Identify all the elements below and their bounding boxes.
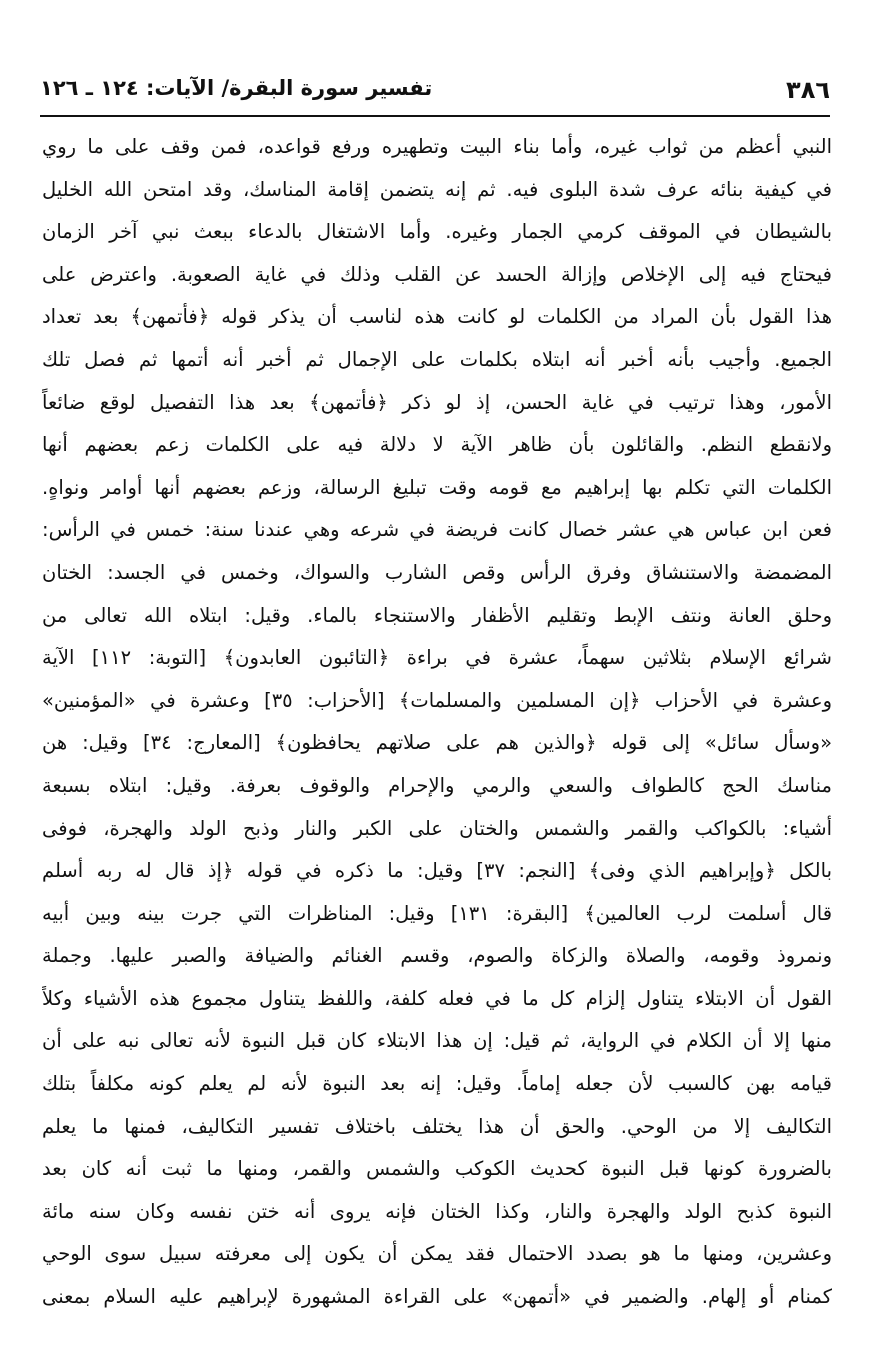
text-line: بالضرورة كونها قبل النبوة كحديث الكوكب والشمس والقمر، ومنها ما ثبت أنه كان بعد: [42, 1157, 832, 1181]
text-line: النبوة كذبح الولد والهجرة والنار، وكذا الختان فإنه يروى أنه ختن نفسه وكان سنه مائة: [42, 1199, 832, 1223]
text-line: وعشرين، ومنها ما هو بصدد الاحتمال فقد يمكن أن يكون إلى معرفته سبيل سوى الوحي: [42, 1242, 832, 1266]
header-divider: [40, 115, 830, 117]
text-line: قال أسلمت لرب العالمين﴾ [البقرة: ١٣١] وقيل: المناظرات التي جرت بينه وبين أبيه: [42, 901, 832, 925]
text-line: النبي أعظم من ثواب غيره، وأما بناء البيت وتطهيره ورفع قواعده، فمن وقف على ما روي: [42, 135, 832, 158]
text-line: كمنام أو إلهام. والضمير في «أتمهن» على القراءة المشهورة لإبراهيم عليه السلام بمعنى: [42, 1285, 832, 1309]
text-line: منها إلا أن الكلام في الرواية، ثم قيل: إن هذا الابتلاء كان قبل النبوة لأنه تعالى نبه على أن: [42, 1029, 832, 1053]
text-line: القول أن الابتلاء يتناول إلزام كل ما في فعله كلفة، واللفظ يتناول مجموع هذه الأشياء وكلاً: [42, 986, 832, 1010]
text-line: قيامه بهن كالسبب لأن جعله إماماً. وقيل: إنه بعد النبوة لأنه لم يعلم كونه مكلفاً بتلك: [42, 1072, 832, 1096]
text-line: المضمضة والاستنشاق وفرق الرأس وقص الشارب والسواك، وخمس في الجسد: الختان: [42, 560, 832, 584]
text-line: فعن ابن عباس هي عشر خصال كانت فريضة في شرعه وهي عندنا سنة: خمس في الرأس:: [42, 518, 832, 542]
page-header: [40, 72, 830, 112]
body-text: [42, 126, 832, 1319]
text-line: وحلق العانة ونتف الإبط وتقليم الأظفار والاستنجاء بالماء. وقيل: ابتلاه الله تعالى من: [42, 603, 832, 627]
page-number: ٣٨٦: [786, 76, 830, 104]
text-line: شرائع الإسلام بثلاثين سهماً، عشرة في براءة ﴿التائبون العابدون﴾ [التوبة: ١١٢] الآية: [42, 646, 832, 670]
text-line: وعشرة في الأحزاب ﴿إن المسلمين والمسلمات﴾ [الأحزاب: ٣٥] وعشرة في «المؤمنين»: [42, 688, 832, 712]
text-line: بالشيطان في الموقف كرمي الجمار وغيره. وأما الاشتغال بالدعاء ببعث نبي آخر الزمان: [42, 220, 832, 244]
text-line: فيحتاج فيه إلى الإخلاص وإزالة الحسد عن القلب وذلك في غاية الصعوبة. واعترض على: [42, 262, 832, 286]
text-line: في كيفية بنائه عرف شدة البلوى فيه. ثم إنه يتضمن إقامة المناسك، وقد امتحن الله الخليل: [42, 177, 832, 201]
text-line: ونمروذ وقومه، والصلاة والزكاة والصوم، وقسم الغنائم والضيافة والصبر عليها. وجملة: [42, 944, 832, 968]
text-line: الجميع. وأجيب بأنه أخبر أنه ابتلاه بكلمات على الإجمال ثم أخبر أنه أتمها ثم فصل تلك: [42, 347, 832, 371]
text-line: التكاليف إلا من الوحي. والحق أن هذا يختلف باختلاف تفسير التكاليف، فمنها ما يعلم: [42, 1114, 832, 1138]
text-line: أشياء: بالكواكب والقمر والشمس والختان على الكبر والنار وذبح الولد والهجرة، فوفى: [42, 816, 832, 840]
text-line: هذا القول بأن المراد من الكلمات لو كانت هذه لناسب أن يذكر قوله ﴿فأتمهن﴾ بعد تعداد: [42, 305, 832, 329]
text-line: «وسأل سائل» إلى قوله ﴿والذين هم على صلاتهم يحافظون﴾ [المعارج: ٣٤] وقيل: هن: [42, 731, 832, 755]
text-line: الأمور، وهذا ترتيب في غاية الحسن، إذ لو ذكر ﴿فأتمهن﴾ بعد هذا التفصيل لوقع ضائعاً: [42, 390, 832, 414]
text-line: الكلمات التي تكلم بها إبراهيم مع قومه وقت تبليغ الرسالة، وزعم بعضهم أنها أوامر ونواهٍ.: [42, 475, 832, 499]
running-title: تفسير سورة البقرة/ الآيات: ١٢٤ ـ ١٢٦: [40, 76, 433, 100]
text-line: بالكل ﴿وإبراهيم الذي وفى﴾ [النجم: ٣٧] وقيل: ما ذكره في قوله ﴿إذ قال له ربه أسلم: [42, 859, 832, 883]
text-line: مناسك الحج كالطواف والسعي والرمي والإحرام والوقوف بعرفة. وقيل: ابتلاه بسبعة: [42, 773, 832, 797]
text-line: ولانقطع النظم. والقائلون بأن ظاهر الآية لا دلالة فيه على الكلمات زعم بعضهم أنها: [42, 433, 832, 457]
